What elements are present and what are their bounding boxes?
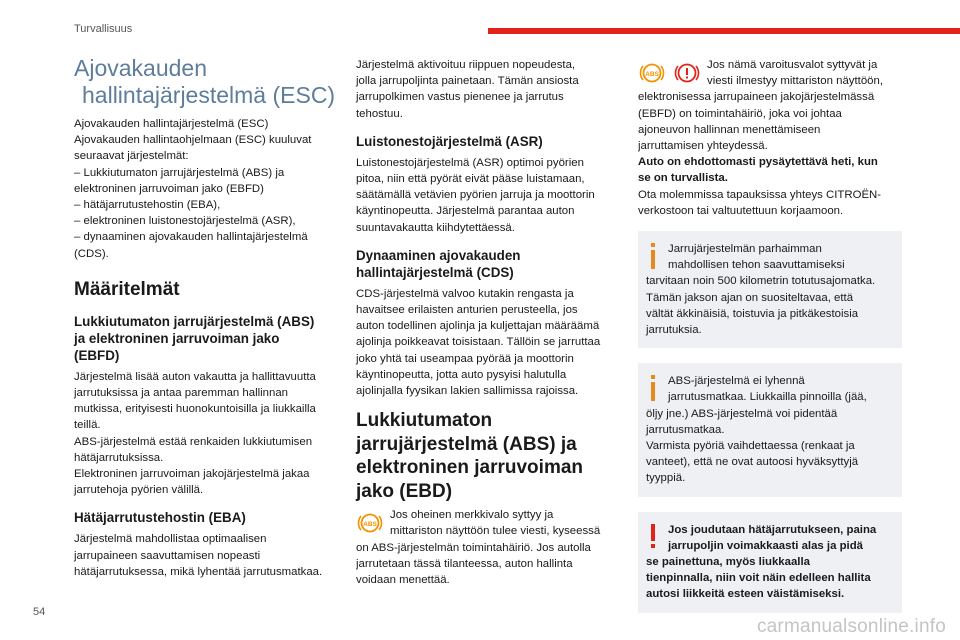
text-line: on ABS-järjestelmän toimintahäiriö. Jos autolla [356, 541, 591, 554]
abs-warning-block [356, 507, 618, 588]
text-line: hätäjarrutuksessa, mikä lyhentää jarrutusmatkaa. [74, 565, 323, 578]
text-line: jarrupoljin voimakkaasti alas ja pidä [668, 539, 863, 552]
text-line: säätämällä vetävien pyörien jarruja ja moottorin [356, 189, 595, 202]
heading-line: ja elektroninen jarruvoiman jako [74, 330, 280, 346]
column-2 [356, 57, 618, 588]
text-line-bold: se on turvallista. [638, 172, 728, 185]
abs-warning-light-icon [638, 59, 666, 87]
text-line: jarrutehoja pyörien välillä. [74, 484, 204, 497]
text-line: Tämän jakson ajan on suositeltavaa, että [646, 291, 854, 304]
text-line: havaitsee erilaisten anturien perusteella, jos [356, 304, 578, 317]
abs-ebd-heading [356, 409, 618, 503]
asr-text [356, 155, 618, 236]
text-line: viesti ilmestyy mittariston näyttöön, [707, 75, 883, 88]
heading-line: elektroninen jarruvoiman [356, 457, 584, 479]
text-line: Jos joudutaan hätäjarrutukseen, paina [668, 523, 877, 536]
text-line-bold: Auto on ehdottomasti pysäytettävä heti, kun [638, 156, 878, 169]
text-line: pitoa, niin että pyörät eivät pääse luistamaan, [356, 173, 585, 186]
text-line: voidaan menettää. [356, 574, 450, 587]
text-line: verkostoon tai valtuutettuun korjaamoon. [638, 204, 844, 217]
cds-heading [356, 247, 618, 281]
intro-line: – Lukkiutumaton jarrujärjestelmä (ABS) ja [74, 166, 285, 179]
definitions-heading: Määritelmät [74, 278, 180, 300]
abs-ebfd-text [74, 369, 344, 499]
text-line: jarrutusmatkaa. [646, 423, 725, 436]
text-line: tyyppiä. [646, 472, 686, 485]
page-title [74, 55, 344, 109]
intro-line: – dynaaminen ajovakauden hallintajärjestelmä [74, 231, 308, 244]
text-line: CDS-järjestelmä valvoo kutakin rengasta ja [356, 287, 574, 300]
text-line: jarrutuksissa ja antaa paremman hallinnan [74, 387, 289, 400]
text-line: öljy jne.) ABS-järjestelmä voi pidentää [646, 407, 838, 420]
text-line: mutkissa, erityisesti huonokuntoisilla ja liukkailla [74, 403, 316, 416]
text-line: se painettuna, myös liukkaalla [646, 556, 810, 569]
text-line: Järjestelmä mahdollistaa optimaalisen [74, 533, 267, 546]
eba-heading: Hätäjarrutustehostin (EBA) [74, 510, 246, 526]
text-line: tarvitaan noin 500 kilometrin totutusajomatka. [646, 275, 876, 288]
text-line: Järjestelmä lisää auton vakautta ja hallittavuutta [74, 370, 316, 383]
text-line: (EBFD) on toimintahäiriö, joka voi johtaa [638, 107, 842, 120]
info-icon [646, 375, 660, 401]
text-line: vältät äkkinäisiä, toistuvia ja pitkäkestoisia [646, 307, 859, 320]
asr-heading: Luistonestojärjestelmä (ASR) [356, 133, 543, 149]
intro-line: Ajovakauden hallintajärjestelmä (ESC) [74, 118, 269, 130]
section-accent-bar [488, 28, 960, 34]
abs-warning-light-icon [356, 509, 384, 537]
text-line: ABS-järjestelmä estää renkaiden lukkiutumisen [74, 435, 313, 448]
text-line: joko yhtä tai useampaa pyörää ja moottorin [356, 352, 574, 365]
brake-warning-light-icon [673, 59, 701, 87]
info-icon [646, 243, 660, 269]
intro-line: – hätäjarrutustehostin (EBA), [74, 199, 221, 212]
text-line: mahdollisen tehon saavuttamiseksi [668, 259, 845, 272]
intro-line: elektroninen jarruvoiman jako (EBFD) [74, 182, 264, 195]
ebfd-warning-block [638, 57, 902, 219]
intro-line: seuraavat järjestelmät: [74, 150, 189, 163]
text-line: jarrupolkimen vastus pienenee ja jarrutus [356, 91, 564, 104]
text-line: käyntinopeutta, jotta auto pysyisi halutulla [356, 368, 567, 381]
text-line: jolla jarrupoljinta painetaan. Tämän ansiosta [356, 75, 579, 88]
text-line: Elektroninen jarruvoiman jakojärjestelmä jakaa [74, 468, 310, 481]
heading-line: Lukkiutumaton jarrujärjestelmä (ABS) [74, 313, 315, 329]
text-line: suuntavakautta kiihdytettäessä. [356, 221, 515, 234]
text-line: autosi liikkeitä esteen väistämiseksi. [646, 588, 845, 601]
info-box-abs [638, 363, 902, 496]
info-box-breaking-in [638, 231, 902, 348]
alert-exclamation-icon [646, 524, 660, 550]
abs-ebfd-heading [74, 313, 344, 364]
intro-line: Ajovakauden hallintaohjelmaan (ESC) kuuluvat [74, 134, 312, 147]
text-line: teillä. [74, 419, 101, 432]
text-line: Luistonestojärjestelmä (ASR) optimoi pyörien [356, 156, 584, 169]
page-title-line-1: Ajovakauden [74, 55, 207, 81]
text-line: auton todellinen ajolinja ja kuljettajan määräämä [356, 320, 600, 333]
section-title: Turvallisuus [74, 23, 133, 35]
text-line: Jos oheinen merkkivalo syttyy ja [390, 509, 554, 522]
cds-text [356, 286, 618, 399]
text-line: ajolinja poikkeavat toisistaan. Tällöin se jarruttaa [356, 336, 601, 349]
column-3 [638, 57, 902, 613]
heading-line: jako (EBD) [356, 480, 453, 502]
heading-line: jarrujärjestelmä (ABS) ja [356, 433, 577, 455]
text-line: jarrupaineen saavuttamisen nopeasti [74, 549, 261, 562]
text-line: ajoneuvon hallinnan menettämiseen [638, 123, 821, 136]
svg-text:ABS: ABS [363, 521, 377, 529]
alert-box-emergency-braking [638, 512, 902, 613]
svg-text:ABS: ABS [645, 71, 659, 78]
eba-text-continued [356, 57, 618, 122]
text-line: käyntinopeutta. Järjestelmä parantaa auton [356, 205, 575, 218]
column-1 [74, 55, 344, 580]
text-line: Jos nämä varoitusvalot syttyvät ja [707, 59, 878, 71]
text-line: jarrutetaan tässä tilanteessa, auton hallinta [356, 557, 573, 570]
heading-line: Lukkiutumaton [356, 410, 493, 432]
text-line: Ota molemmissa tapauksissa yhteys CITROËN- [638, 188, 882, 201]
text-line: tehostuu. [356, 107, 403, 120]
heading-line: Dynaaminen ajovakauden [356, 247, 521, 263]
text-line: jarruttamisen yhteydessä. [638, 140, 768, 153]
text-line: jarrutuksia. [646, 324, 702, 337]
text-line: elektronisessa jarrupaineen jakojärjestelmässä [638, 91, 875, 104]
text-line: Varmista pyöriä vaihdettaessa (renkaat ja [646, 440, 855, 453]
text-line: Järjestelmä aktivoituu riippuen nopeudesta, [356, 59, 576, 71]
text-line: ajolinjalla fyysikan lakien sallimissa rajoissa. [356, 385, 579, 398]
text-line: vanteet), että ne ovat autoosi hyväksyttyjä [646, 456, 859, 469]
intro-line: (CDS). [74, 247, 109, 260]
eba-text [74, 531, 344, 580]
text-line: tienpinnalla, niin voit näin edelleen hallita [646, 572, 871, 585]
text-line: jarrutusmatkaa. Liukkailla pinnoilla (jää, [668, 391, 867, 404]
heading-line: hallintajärjestelmä (CDS) [356, 264, 514, 280]
page-number: 54 [33, 606, 46, 618]
text-line: mittariston näyttöön tulee viesti, kyseessä [390, 525, 601, 538]
page-title-line-2: hallintajärjestelmä (ESC) [82, 82, 336, 108]
text-line: ABS-järjestelmä ei lyhennä [668, 375, 805, 388]
text-line: Jarrujärjestelmän parhaimman [668, 243, 822, 256]
heading-line: (EBFD) [74, 347, 120, 363]
intro-line: – elektroninen luistonestojärjestelmä (ASR), [74, 215, 296, 228]
text-line: hätäjarrutuksissa. [74, 451, 164, 464]
intro-text [74, 116, 344, 262]
watermark: carmanualsonline.info [756, 616, 946, 637]
